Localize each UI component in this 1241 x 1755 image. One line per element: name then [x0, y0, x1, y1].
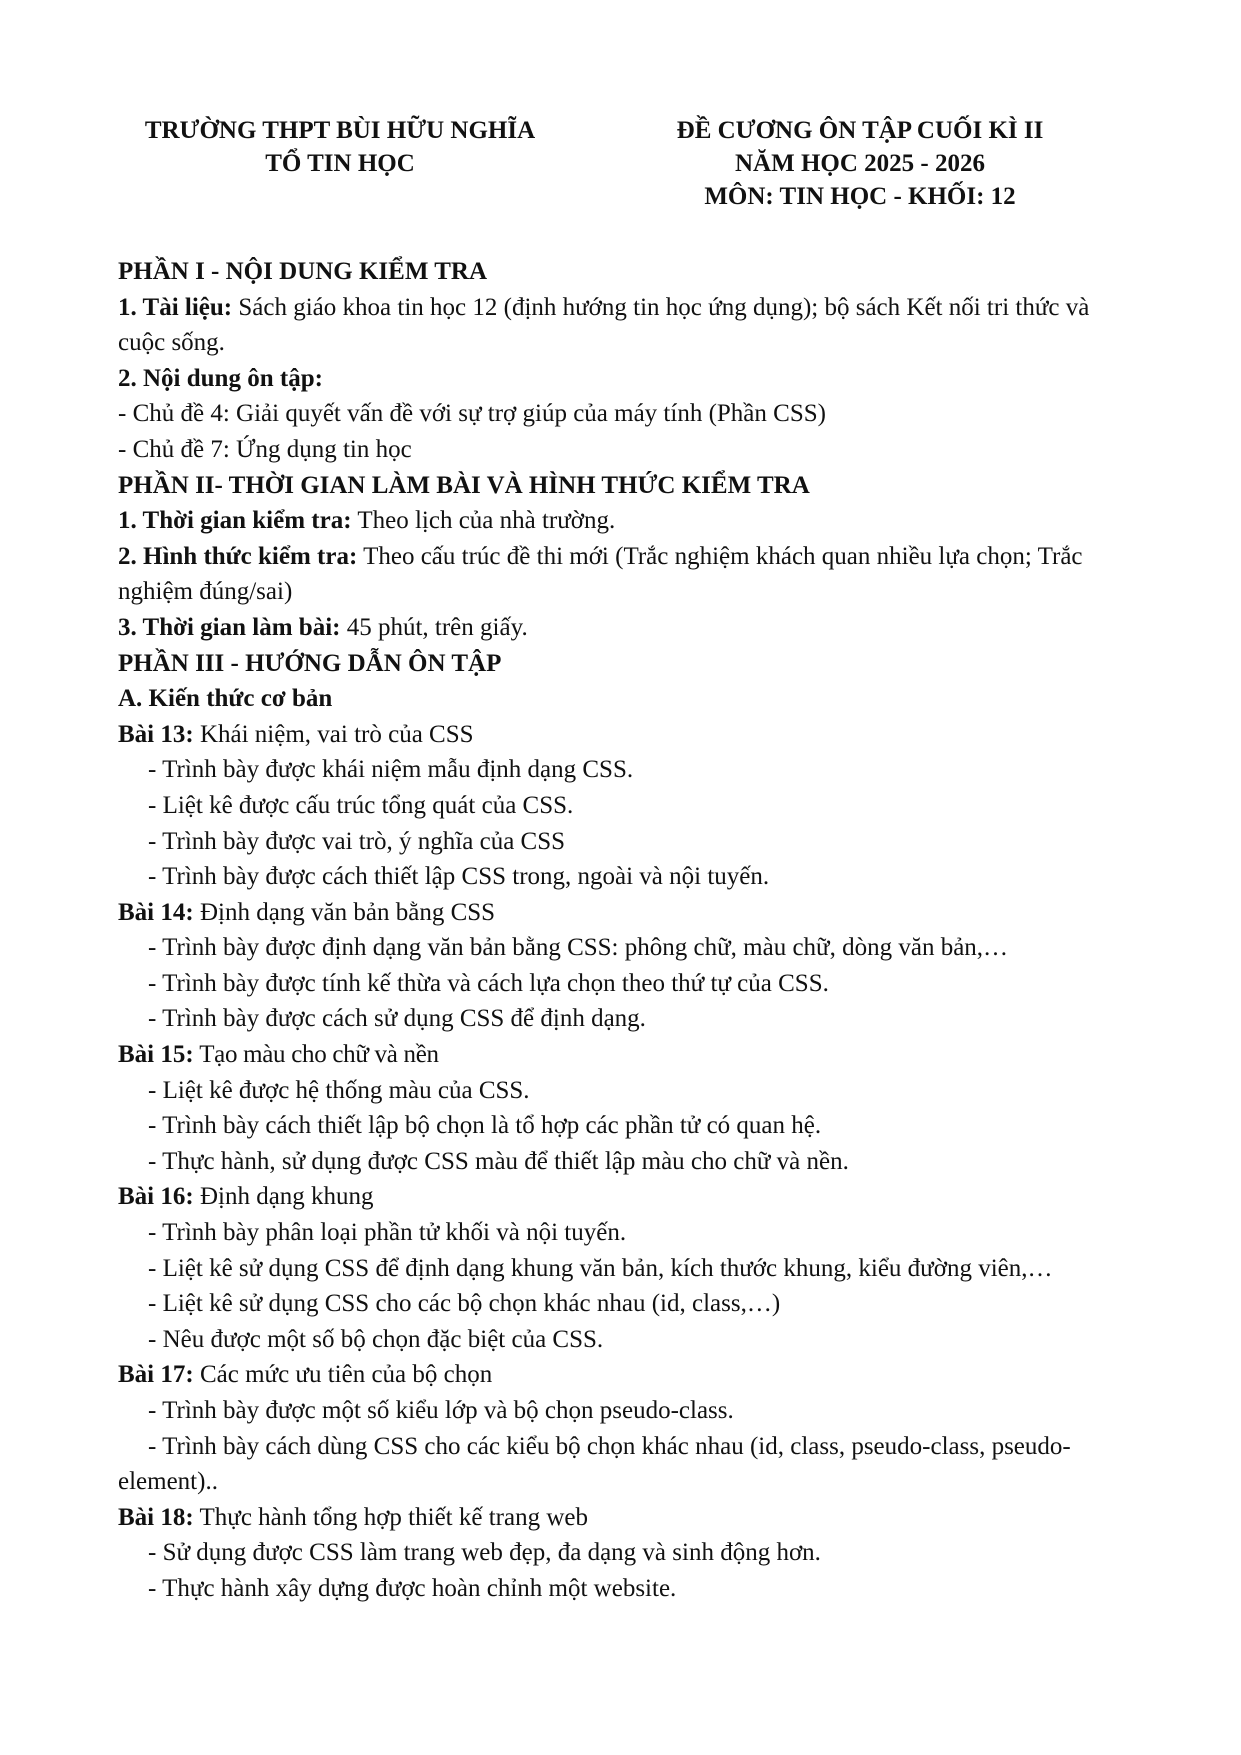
part1-item1 — [118, 290, 1128, 361]
part2-item1 — [118, 503, 1128, 539]
lesson-label: Bài 15: — [118, 1041, 194, 1069]
part3-subtitle: A. Kiến thức cơ bản — [118, 685, 333, 713]
lesson-item: - Thực hành, sử dụng được CSS màu để thiết lập màu cho chữ và nền. — [148, 1147, 849, 1175]
topic-item: - Chủ đề 7: Ứng dụng tin học — [118, 435, 412, 463]
lesson-item: - Trình bày được vai trò, ý nghĩa của CSS — [148, 827, 566, 855]
lesson-item: - Trình bày cách thiết lập bộ chọn là tổ hợp các phần tử có quan hệ. — [148, 1112, 822, 1140]
lesson-item: - Trình bày được khái niệm mẫu định dạng CSS. — [148, 756, 634, 784]
topic-item: - Chủ đề 4: Giải quyết vấn đề với sự trợ giúp của máy tính (Phần CSS) — [118, 400, 826, 428]
lesson-label: Bài 14: — [118, 898, 194, 926]
part2-item2-text: Theo cấu trúc đề thi mới (Trắc nghiệm khách quan nhiều lựa chọn; Trắc nghiệm đúng/sai) — [118, 542, 1083, 606]
lesson-label: Bài 16: — [118, 1183, 194, 1211]
lesson-heading — [118, 717, 1128, 753]
lesson-item: - Trình bày được một số kiểu lớp và bộ chọn pseudo-class. — [148, 1397, 734, 1424]
department-name: TỔ TIN HỌC — [265, 150, 415, 177]
lesson-item: - Liệt kê được cấu trúc tổng quát của CSS. — [148, 791, 574, 819]
lesson-title: Khái niệm, vai trò của CSS — [193, 720, 474, 748]
lesson-title: Thực hành tổng hợp thiết kế trang web — [193, 1503, 588, 1531]
exam-info — [600, 114, 1120, 213]
lesson-item: - Nêu được một số bộ chọn đặc biệt của CSS. — [148, 1325, 604, 1353]
lesson-item: - Trình bày được cách sử dụng CSS để định dạng. — [148, 1005, 646, 1033]
part3-title: PHẦN III - HƯỚNG DẪN ÔN TẬP — [118, 649, 502, 677]
lesson-title: Tạo màu cho chữ và nền — [193, 1041, 439, 1069]
lesson-heading — [118, 1357, 1128, 1393]
part2-item3-label: 3. Thời gian làm bài: — [118, 613, 341, 641]
subject-grade: MÔN: TIN HỌC - KHỐI: 12 — [704, 183, 1016, 210]
lesson-heading — [118, 895, 1128, 931]
lesson-label: Bài 13: — [118, 720, 194, 748]
part2-title: PHẦN II- THỜI GIAN LÀM BÀI VÀ HÌNH THỨC KIỂM TRA — [118, 471, 810, 499]
lesson-title: Định dạng khung — [193, 1183, 374, 1211]
school-year: NĂM HỌC 2025 - 2026 — [735, 150, 985, 177]
lesson-label: Bài 17: — [118, 1361, 194, 1389]
part1-title: PHẦN I - NỘI DUNG KIỂM TRA — [118, 258, 487, 285]
lesson-heading — [118, 1500, 1128, 1536]
lesson-item: - Thực hành xây dựng được hoàn chỉnh một website. — [148, 1574, 677, 1602]
lesson-label: Bài 18: — [118, 1503, 194, 1531]
part2-item2-label: 2. Hình thức kiểm tra: — [118, 542, 358, 570]
lesson-item: - Liệt kê sử dụng CSS cho các bộ chọn khác nhau (id, class,…) — [148, 1290, 781, 1318]
part2-item1-label: 1. Thời gian kiểm tra: — [118, 507, 352, 535]
lesson-item: - Liệt kê sử dụng CSS để định dạng khung văn bản, kích thước khung, kiểu đường viên,… — [148, 1254, 1053, 1282]
lesson-title: Định dạng văn bản bằng CSS — [193, 898, 496, 926]
part1-item1-label: 1. Tài liệu: — [118, 293, 233, 321]
document-header — [0, 114, 1241, 224]
part2-item1-text: Theo lịch của nhà trường. — [351, 507, 616, 535]
lesson-item: - Trình bày được tính kế thừa và cách lựa chọn theo thứ tự của CSS. — [148, 969, 829, 997]
part1-item2-label: 2. Nội dung ôn tập: — [118, 364, 323, 392]
school-name: TRƯỜNG THPT BÙI HỮU NGHĨA — [144, 117, 536, 144]
document-title: ĐỀ CƯƠNG ÔN TẬP CUỐI KÌ II — [676, 117, 1044, 144]
school-info — [100, 114, 580, 180]
part2-item3-text: 45 phút, trên giấy. — [340, 613, 528, 641]
part2-item2 — [118, 539, 1128, 610]
part1-item1-text: Sách giáo khoa tin học 12 (định hướng tin học ứng dụng); bộ sách Kết nối tri thức và cuộc sống. — [118, 293, 1090, 357]
lesson-item-wrapped: - Trình bày cách dùng CSS cho các kiểu bộ chọn khác nhau (id, class, pseudo-class, pseudo-element).. — [118, 1432, 1071, 1496]
document-body — [118, 254, 1128, 1607]
lesson-item: - Liệt kê được hệ thống màu của CSS. — [148, 1076, 530, 1104]
lesson-item: - Trình bày được định dạng văn bản bằng CSS: phông chữ, màu chữ, dòng văn bản,… — [148, 934, 1009, 962]
lesson-heading — [118, 1037, 1128, 1073]
lesson-item: - Trình bày được cách thiết lập CSS trong, ngoài và nội tuyến. — [148, 863, 770, 891]
lesson-item: - Trình bày phân loại phần tử khối và nội tuyến. — [148, 1219, 627, 1247]
lesson-heading — [118, 1179, 1128, 1215]
lesson-title: Các mức ưu tiên của bộ chọn — [193, 1361, 493, 1389]
lesson-item: - Sử dụng được CSS làm trang web đẹp, đa dạng và sinh động hơn. — [148, 1539, 821, 1567]
part2-item3 — [118, 610, 1128, 646]
